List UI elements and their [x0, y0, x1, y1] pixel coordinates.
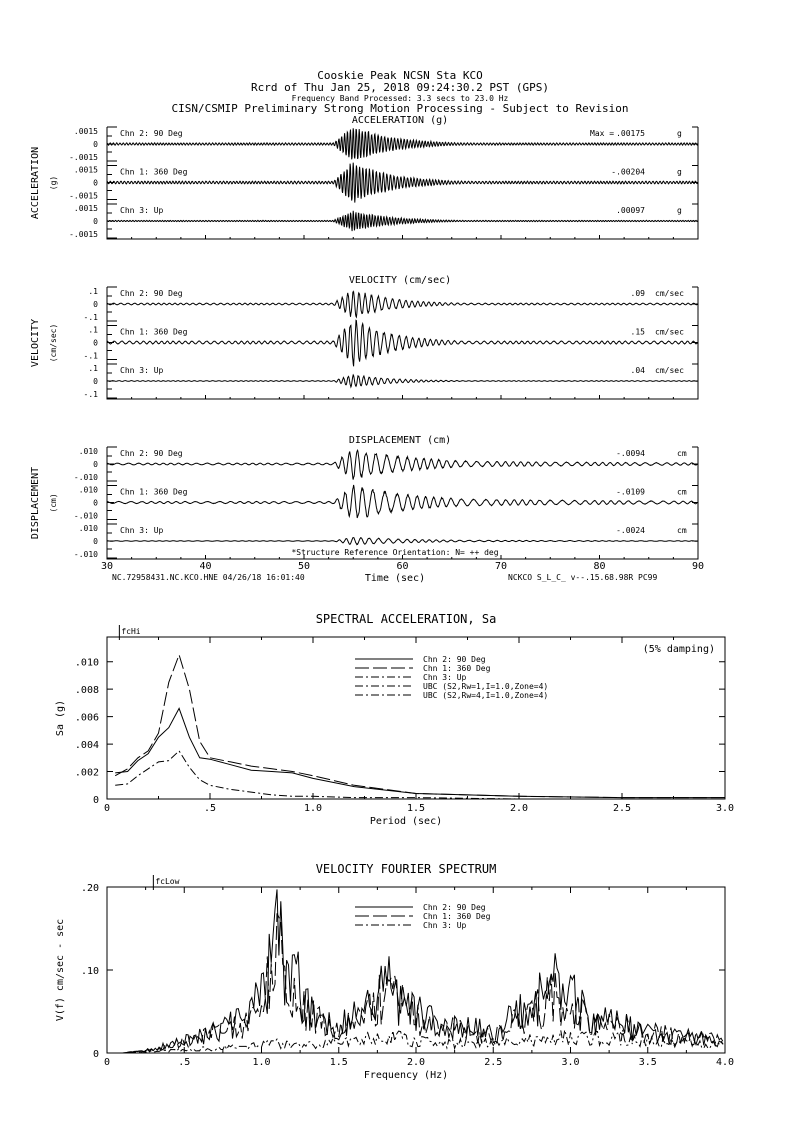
y-tick-label: .010	[78, 524, 98, 533]
channel-label: Chn 1: 360 Deg	[120, 327, 188, 337]
y-axis-label: V(f) cm/sec - sec	[55, 918, 66, 1022]
channel-unit: cm/sec	[655, 366, 684, 375]
y-tick-label: 0	[93, 140, 98, 149]
x-tick-label: 2.5	[484, 1057, 503, 1068]
channel-unit: g	[677, 129, 682, 138]
x-tick-label: 0	[103, 1057, 111, 1068]
panel-title: DISPLACEMENT (cm)	[348, 435, 452, 446]
y-tick-label: -.0015	[69, 153, 98, 162]
x-tick-label: 2.5	[612, 803, 632, 814]
y-axis-unit: (g)	[49, 175, 58, 191]
y-tick-label: 0	[92, 795, 99, 806]
y-tick-label: .10	[80, 966, 99, 977]
processing-id: NCKCO S_L_C_ v--.15.68.98R PC99	[508, 573, 658, 582]
x-tick-label: .5	[203, 803, 217, 814]
panel-displacement	[30, 435, 704, 584]
x-tick-label: 1.5	[329, 1057, 348, 1068]
legend-label: Chn 3: Up	[423, 921, 467, 930]
legend-label: Chn 1: 360 Deg	[423, 912, 491, 921]
x-axis-label: Frequency (Hz)	[363, 1070, 449, 1081]
channel-max-value: -.0109	[616, 487, 645, 497]
channel-unit: cm	[677, 526, 687, 535]
waveform-2	[107, 211, 698, 231]
header-record: Rcrd of Thu Jan 25, 2018 09:24:30.2 PST (GPS)	[250, 81, 550, 94]
y-tick-label: -.010	[73, 511, 98, 521]
waveform-1	[107, 320, 698, 366]
header-station: Cooskie Peak NCSN Sta KCO	[317, 69, 483, 82]
velocity-fourier-chart	[55, 862, 734, 1081]
y-tick-label: .20	[80, 883, 99, 894]
y-axis-label: Sa (g)	[55, 699, 66, 737]
channel-label: Chn 3: Up	[120, 206, 164, 215]
channel-max-value: -.0094	[616, 449, 645, 458]
record-id: NC.72958431.NC.KCO.HNE 04/26/18 16:01:40	[112, 573, 305, 582]
y-tick-label: -.1	[83, 313, 98, 322]
y-ticks	[107, 447, 698, 481]
y-tick-label: -.1	[83, 351, 98, 361]
panel-title: VELOCITY (cm/sec)	[348, 275, 452, 286]
y-tick-label: .0015	[73, 204, 98, 213]
x-ticks	[107, 395, 698, 399]
panel-title: ACCELERATION (g)	[351, 115, 449, 126]
header-processing: CISN/CSMIP Preliminary Strong Motion Processing - Subject to Revision	[171, 102, 629, 115]
y-tick-label: -.1	[83, 390, 98, 399]
waveform-1	[107, 485, 698, 518]
channel-label: Chn 3: Up	[120, 366, 164, 375]
channel-label: Chn 1: 360 Deg	[120, 487, 188, 497]
legend-label: Chn 1: 360 Deg	[423, 664, 491, 673]
y-axis-label: VELOCITY	[30, 318, 41, 368]
x-tick-label: 80	[593, 561, 606, 572]
channel-unit: g	[677, 167, 682, 177]
cutoff-label: fcLow	[155, 877, 180, 886]
x-tick-label: 2.0	[509, 803, 529, 814]
legend-label: Chn 2: 90 Deg	[423, 655, 486, 664]
y-tick-label: .0015	[73, 165, 98, 175]
y-tick-label: 0	[93, 178, 98, 188]
y-tick-label: -.010	[73, 550, 98, 559]
y-tick-label: 0	[92, 1049, 99, 1060]
waveform-0	[107, 450, 698, 479]
y-tick-label: -.010	[73, 473, 98, 482]
y-tick-label: .0015	[73, 127, 98, 136]
series-chn-1-360-deg	[115, 655, 725, 798]
y-tick-label: .006	[74, 712, 99, 724]
y-tick-label: 0	[93, 377, 98, 386]
y-tick-label: 0	[93, 498, 98, 508]
channel-max-value: .00097	[616, 206, 645, 215]
x-tick-label: 30	[100, 561, 114, 572]
y-tick-label: .004	[74, 740, 99, 752]
channel-unit: cm	[677, 449, 687, 458]
time-series-panels	[30, 115, 704, 584]
waveform-2	[107, 375, 698, 387]
y-tick-label: .010	[74, 657, 99, 669]
y-tick-label: -.0015	[69, 230, 98, 239]
damping-label: (5% damping)	[642, 644, 715, 655]
x-tick-label: 3.0	[561, 1057, 580, 1068]
y-tick-label: .010	[78, 447, 98, 456]
y-axis-label: DISPLACEMENT	[30, 466, 41, 540]
legend-label: Chn 3: Up	[423, 673, 467, 682]
series-chn-2-90-deg	[107, 889, 723, 1053]
y-tick-label: 0	[93, 460, 98, 469]
channel-max-value: -.00204	[611, 167, 645, 177]
y-tick-label: .010	[78, 485, 98, 495]
series-chn-3-up	[115, 751, 725, 799]
channel-unit: cm/sec	[655, 327, 684, 337]
y-tick-label: 0	[93, 217, 98, 226]
channel-unit: cm	[677, 487, 687, 497]
y-tick-label: .008	[74, 685, 99, 697]
channel-label: Chn 2: 90 Deg	[120, 449, 183, 458]
channel-label: Chn 2: 90 Deg	[120, 289, 183, 298]
channel-max-value: -.0024	[616, 526, 645, 535]
x-tick-label: 1.5	[406, 803, 426, 814]
y-axis-label: ACCELERATION	[30, 146, 41, 220]
waveform-2	[107, 538, 698, 545]
x-tick-label: 2.0	[406, 1057, 426, 1068]
cutoff-label: fcHi	[121, 627, 141, 636]
y-tick-label: 0	[93, 300, 98, 309]
x-tick-label: 90	[691, 561, 705, 572]
panel-velocity	[30, 275, 698, 399]
header-band: Frequency Band Processed: 3.3 secs to 23.0 Hz	[291, 94, 509, 103]
x-tick-label: 3.0	[715, 803, 735, 814]
y-tick-label: .1	[88, 325, 98, 335]
y-tick-label: -.0015	[69, 191, 98, 201]
channel-max-value: .00175	[616, 129, 645, 138]
spectral-acceleration-chart	[55, 612, 734, 827]
channel-unit: cm/sec	[655, 289, 684, 298]
x-ticks	[107, 637, 725, 799]
x-tick-label: 4.0	[715, 1057, 735, 1068]
x-axis-label: Time (sec)	[364, 573, 426, 584]
chart-title: SPECTRAL ACCELERATION, Sa	[315, 612, 497, 626]
header	[172, 69, 629, 115]
legend-label: Chn 2: 90 Deg	[423, 903, 486, 912]
legend-label: UBC (S2,Rw=1,I=1.0,Zone=4)	[423, 682, 549, 691]
channel-label: Chn 1: 360 Deg	[120, 167, 188, 177]
y-tick-label: .002	[74, 767, 99, 779]
channel-unit: g	[677, 206, 682, 215]
legend-label: UBC (S2,Rw=4,I=1.0,Zone=4)	[423, 691, 549, 700]
y-axis-unit: (cm/sec)	[49, 323, 58, 363]
channel-max-value: .04	[630, 366, 645, 375]
y-tick-label: .1	[88, 287, 98, 296]
channel-label: Chn 3: Up	[120, 526, 164, 535]
chart-title: VELOCITY FOURIER SPECTRUM	[315, 862, 497, 876]
y-tick-label: .1	[88, 364, 98, 373]
channel-label: Chn 2: 90 Deg	[120, 129, 183, 138]
x-tick-label: 60	[396, 561, 409, 572]
x-ticks	[107, 235, 698, 239]
channel-max-value: .15	[630, 327, 645, 337]
y-tick-label: 0	[93, 338, 98, 348]
x-axis-label: Period (sec)	[369, 816, 443, 827]
y-axis-unit: (cm)	[49, 493, 58, 513]
panel-acceleration	[30, 115, 698, 239]
waveform-0	[107, 292, 698, 318]
max-label: Max =	[590, 129, 615, 138]
channel-max-value: .09	[630, 289, 645, 298]
x-tick-label: 0	[103, 803, 111, 814]
x-tick-label: 50	[297, 561, 311, 572]
plot-frame	[107, 637, 725, 799]
x-tick-label: .5	[178, 1057, 191, 1068]
x-tick-label: 1.0	[252, 1057, 271, 1068]
y-tick-label: 0	[93, 537, 98, 546]
orientation-note: *Structure Reference Orientation: N= ++ deg	[291, 548, 499, 557]
x-tick-label: 40	[199, 561, 212, 572]
x-tick-label: 1.0	[303, 803, 323, 814]
x-tick-label: 3.5	[638, 1057, 657, 1068]
waveform-1	[107, 163, 698, 203]
x-tick-label: 70	[494, 561, 508, 572]
